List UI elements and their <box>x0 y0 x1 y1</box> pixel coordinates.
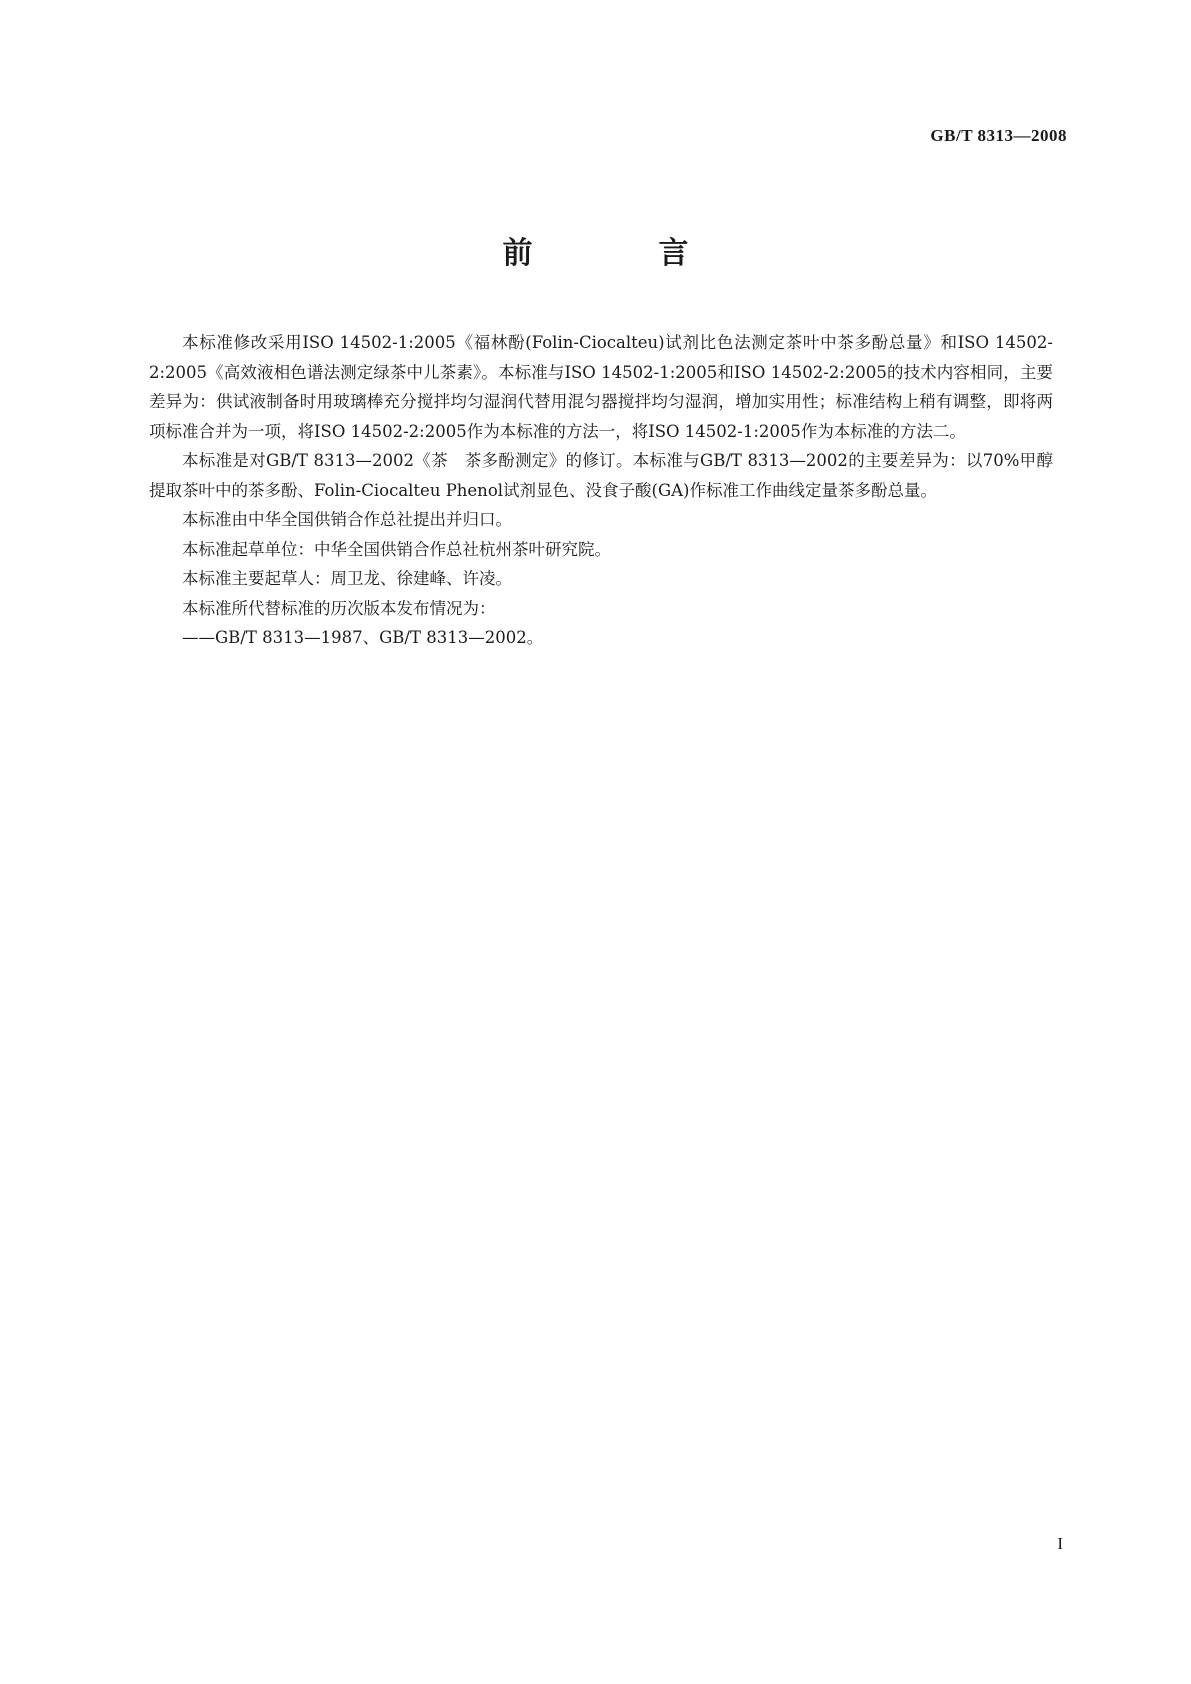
paragraph-drafters: 本标准主要起草人：周卫龙、徐建峰、许凌。 <box>182 569 512 588</box>
paragraph-drafting-unit: 本标准起草单位：中华全国供销合作总社杭州茶叶研究院。 <box>182 539 611 559</box>
foreword-body <box>149 328 1053 653</box>
page-number: I <box>1057 1534 1063 1553</box>
standard-code: GB/T 8313—2008 <box>930 126 1067 145</box>
paragraph-revision: 本标准是对GB/T 8313—2002《茶 茶多酚测定》的修订。本标准与GB/T 8313—2002的主要差异为：以70%甲醇提取茶叶中的茶多酚、Folin-Ciocalteu Phenol试剂显色、没食子酸(GA)作标准工作曲线定量茶多酚总量。 <box>149 451 1053 500</box>
page-title: 前 言 <box>502 236 737 271</box>
paragraph-adoption: 本标准修改采用ISO 14502-1:2005《福林酚(Folin-Ciocalteu)试剂比色法测定茶叶中茶多酚总量》和ISO 14502-2:2005《高效液相色谱法测定绿茶中儿茶素》。本标准与ISO 14502-1:2005和ISO 14502-2:2005的技术内容相同，主要差异为：供试液制备时用玻璃棒充分搅拌均匀湿润代替用混匀器搅拌均匀湿润，增加实用性；标准结构上稍有调整，即将两项标准合并为一项，将ISO 14502-2:2005作为本标准的方法一，将ISO 14502-1:2005作为本标准的方法二。 <box>149 333 1053 441</box>
history-list-item: ——GB/T 8313—1987、GB/T 8313—2002。 <box>182 628 544 647</box>
paragraph-history-intro: 本标准所代替标准的历次版本发布情况为： <box>182 598 496 618</box>
paragraph-proposer: 本标准由中华全国供销合作总社提出并归口。 <box>182 510 512 529</box>
